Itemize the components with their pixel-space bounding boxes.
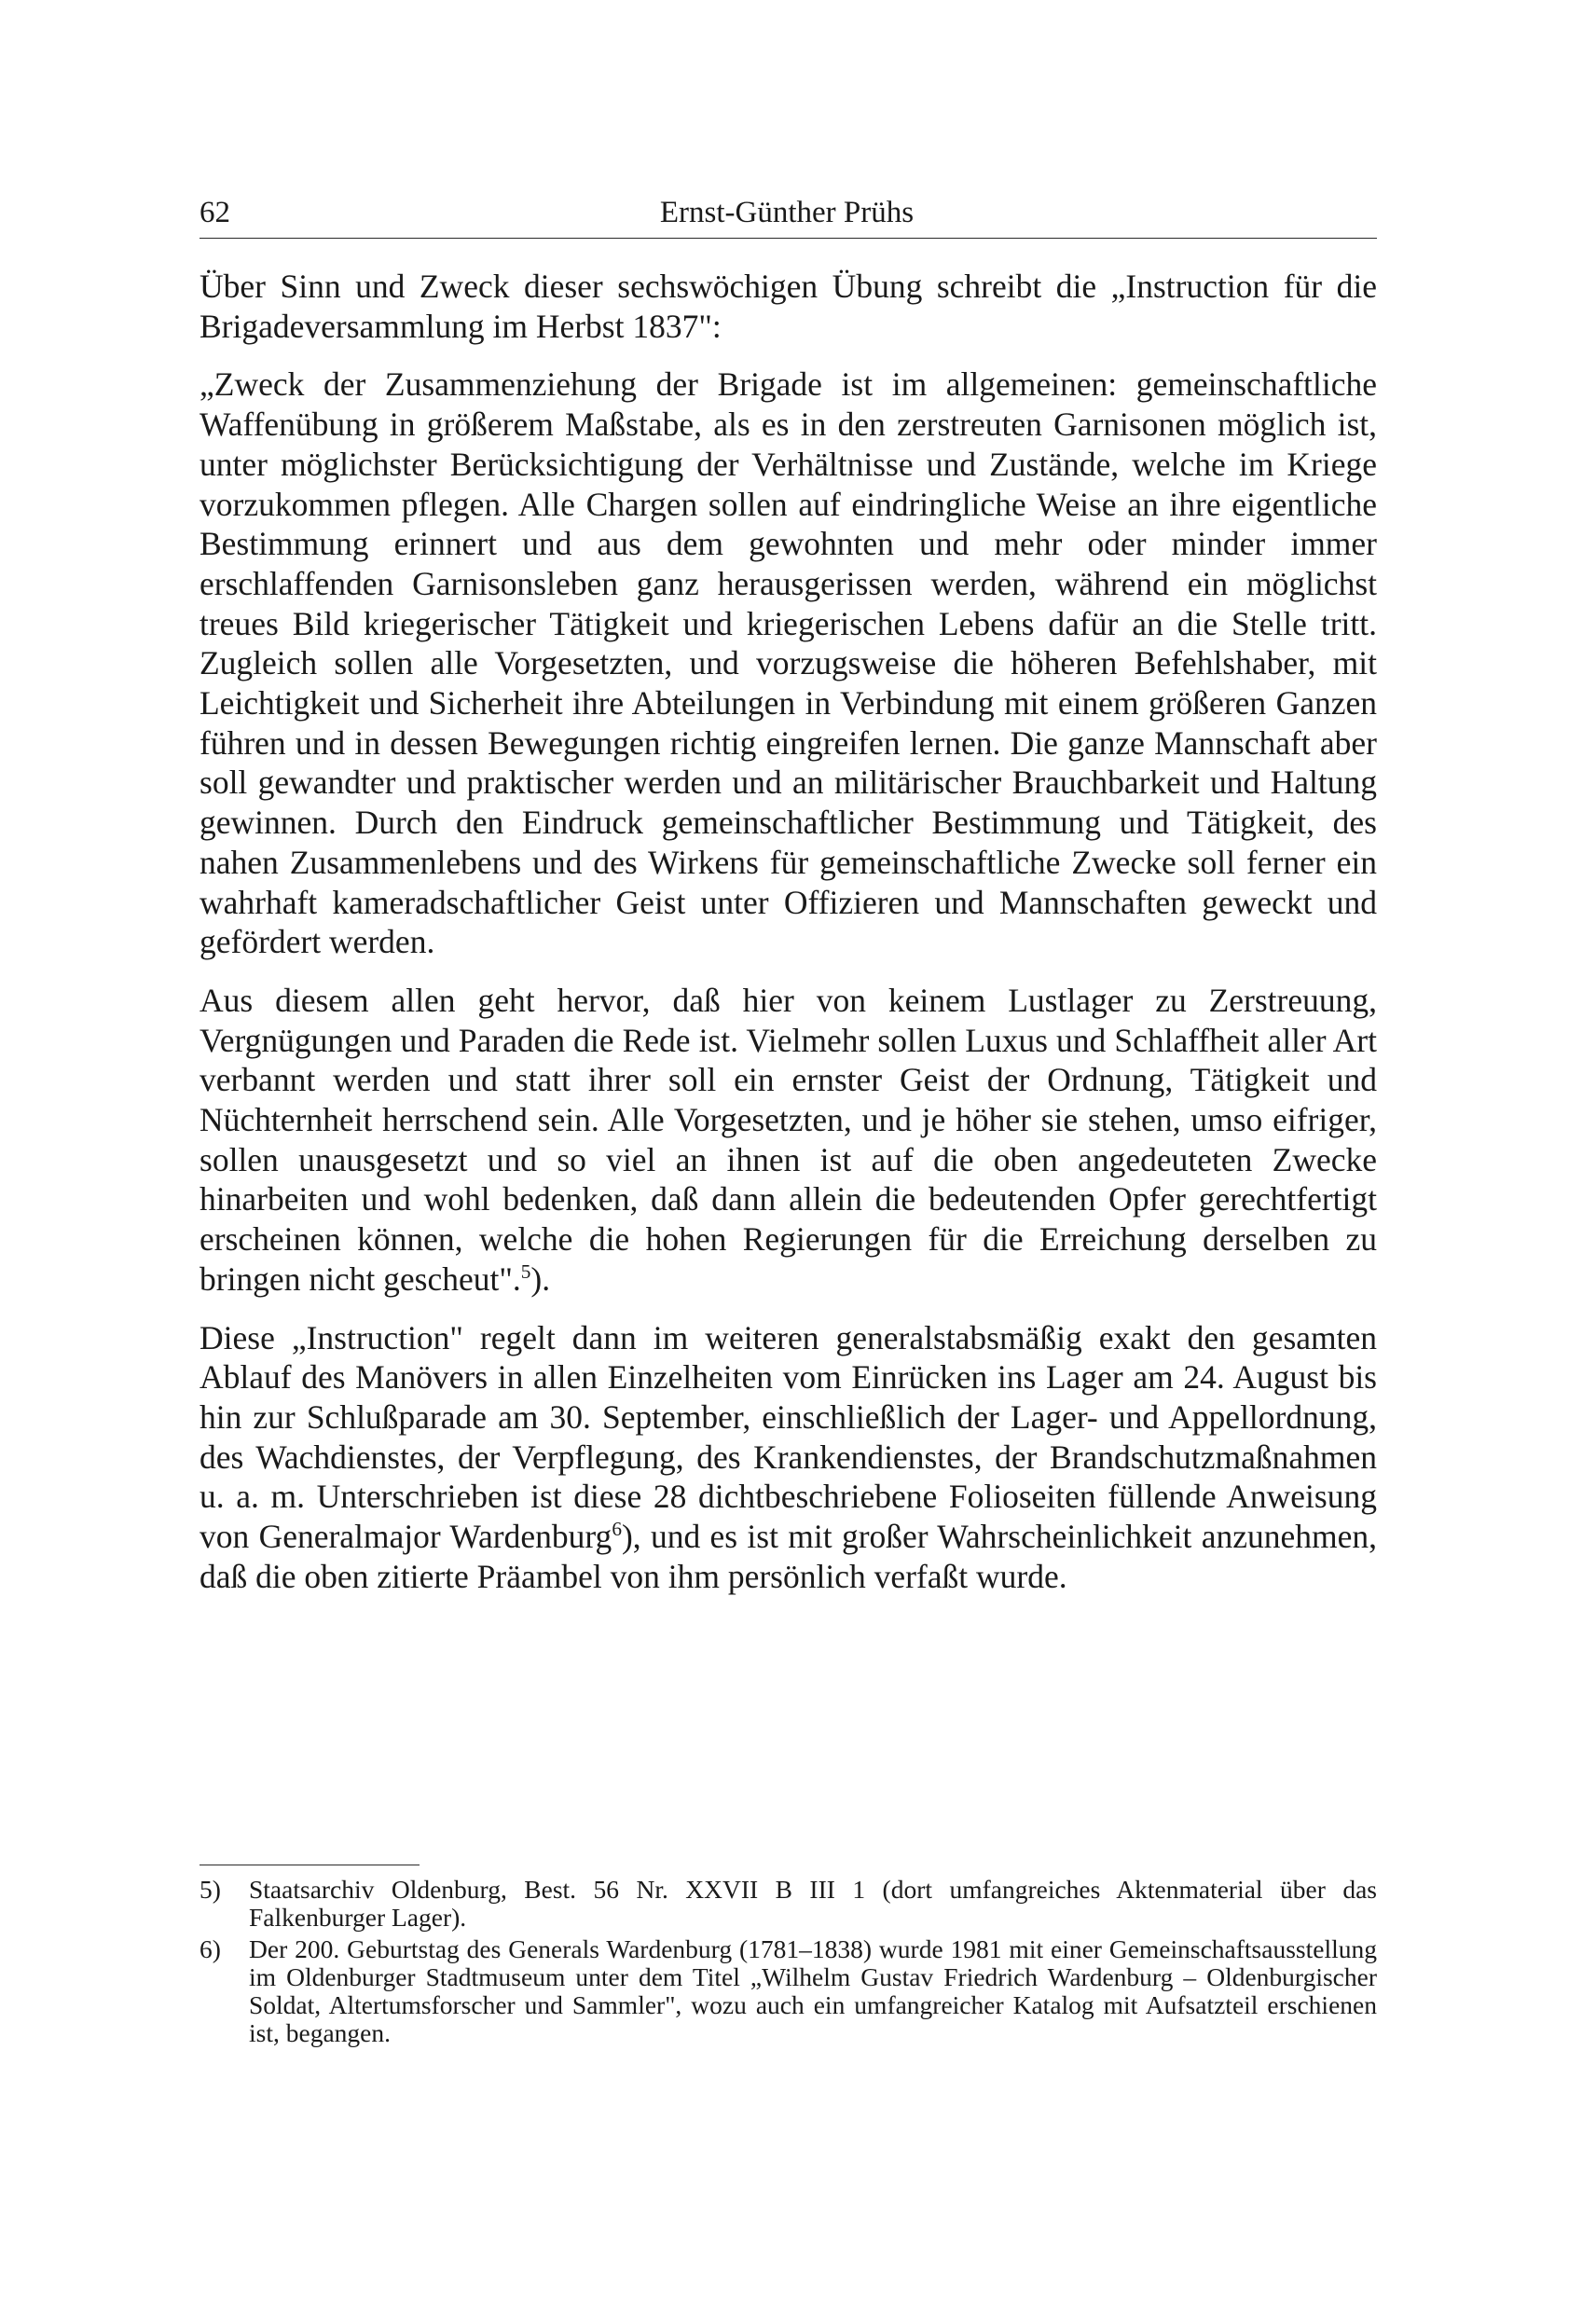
running-head: Ernst-Günther Prühs <box>659 196 915 229</box>
body-text <box>200 267 1377 1597</box>
page-header <box>200 191 1374 234</box>
paragraph-analysis <box>200 981 1377 1300</box>
footnote-6 <box>200 1935 1377 2048</box>
footnote-ref-6[interactable]: 6 <box>612 1518 622 1541</box>
footnotes <box>200 1876 1377 2051</box>
footnote-ref-5-close: ). <box>530 1259 551 1298</box>
footnote-marker: 5) <box>200 1875 221 1904</box>
footnote-text: Staatsarchiv Oldenburg, Best. 56 Nr. XXVII B III 1 (dort umfangreiches Aktenmaterial über das Falkenburger Lager). <box>249 1875 1377 1933</box>
paragraph-quote: „Zweck der Zusammenziehung der Brigade ist im allgemeinen: gemeinschaftliche Waffenübung in größerem Maßstabe, als es in den zerstreuten Garnisonen möglich ist, unter möglichster Berücksichtigung der Verhältnisse und Zustände, welche im Kriege vorzukommen pflegen. Alle Chargen sollen auf eindringliche Weise an ihre eigentliche Bestimmung erinnert und aus dem gewohnten und mehr oder minder immer erschlaffenden Garnisonsleben ganz herausgerissen werden, während ein möglichst treues Bild kriegerischer Tätigkeit und kriegerischen Lebens dafür an die Stelle tritt. Zugleich sollen alle Vorgesetzten, und vorzugsweise die höheren Befehlshaber, mit Leichtigkeit und Sicherheit ihre Abteilungen in Verbindung mit einem größeren Ganzen führen und in dessen Bewegungen richtig eingreifen lernen. Die ganze Mannschaft aber soll gewandter und praktischer werden und an militärischer Brauchbarkeit und Haltung gewinnen. Durch den Eindruck gemeinschaftlicher Bestimmung und Tätigkeit, des nahen Zusammenlebens und des Wirkens für gemeinschaftliche Zwecke soll ferner ein wahrhaft kameradschaftlicher Geist unter Offizieren und Mannschaften geweckt und gefördert werden. <box>200 365 1377 961</box>
paragraph-instruction-text-b: ), und es ist mit großer Wahrscheinlichkeit anzunehmen, daß die oben zitierte Präambel von ihm persönlich verfaßt wurde. <box>200 1518 1377 1595</box>
paragraph-analysis-text: Aus diesem allen geht hervor, daß hier von keinem Lustlager zu Zerstreuung, Vergnügungen und Paraden die Rede ist. Vielmehr sollen Luxus und Schlaffheit aller Art verbannt werden und statt ihrer soll ein ernster Geist der Ordnung, Tätigkeit und Nüchternheit herrschend sein. Alle Vorgesetzten, und je höher sie stehen, umso eifriger, sollen unausgesetzt und so viel an ihnen ist auf die oben angedeuteten Zwecke hinarbeiten und wohl bedenken, daß dann allein die bedeutenden Opfer gerechtfertigt erscheinen können, welche die hohen Regierungen für die Erreichung derselben zu bringen nicht gescheut". <box>200 981 1377 1298</box>
footnote-ref-5[interactable]: 5 <box>520 1260 531 1284</box>
footnote-5 <box>200 1876 1377 1933</box>
footnote-marker: 6) <box>200 1934 221 1963</box>
footnote-text: Der 200. Geburtstag des Generals Wardenburg (1781–1838) wurde 1981 mit einer Gemeinschaftsausstellung im Oldenburger Stadtmuseum unter dem Titel „Wilhelm Gustav Friedrich Wardenburg – Oldenburgischer Soldat, Altertumsforscher und Sammler", wozu auch ein umfangreicher Katalog mit Aufsatzteil erschienen ist, begangen. <box>249 1934 1377 2048</box>
paragraph-instruction <box>200 1318 1377 1597</box>
paragraph-intro: Über Sinn und Zweck dieser sechswöchigen Übung schreibt die „Instruction für die Brigadeversammlung im Herbst 1837": <box>200 268 1377 345</box>
page-number: 62 <box>200 196 230 229</box>
header-rule <box>200 238 1377 239</box>
paragraph-instruction-text-a: Diese „Instruction" regelt dann im weiteren generalstabsmäßig exakt den gesamten Ablauf des Manövers in allen Einzelheiten vom Einrücken ins Lager am 24. August bis hin zur Schlußparade am 30. September, einschließlich der Lager- und Appellordnung, des Wachdienstes, der Verpflegung, des Krankendienstes, der Brandschutzmaßnahmen u. a. m. Unterschrieben ist diese 28 dichtbeschriebene Folioseiten füllende Anweisung von Generalmajor Wardenburg <box>200 1318 1377 1556</box>
